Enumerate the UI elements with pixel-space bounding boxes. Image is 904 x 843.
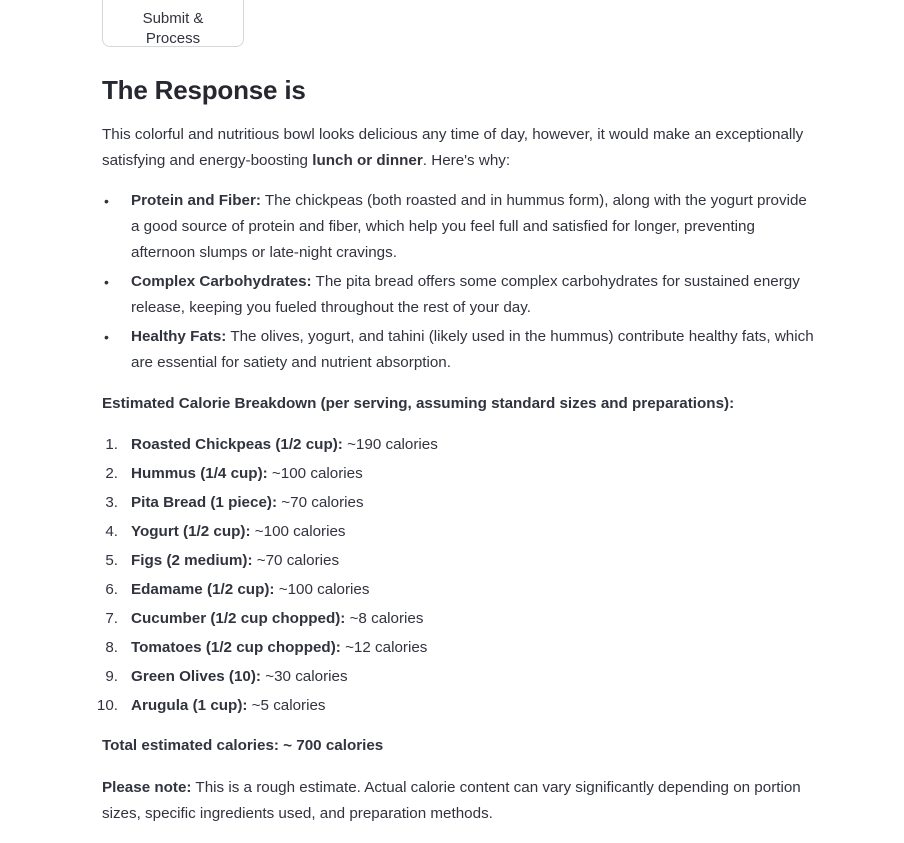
item-calories: ~8 calories <box>345 610 424 627</box>
note-paragraph <box>102 775 814 827</box>
breakdown-item <box>96 693 814 722</box>
breakdown-item <box>102 490 814 519</box>
item-calories: ~100 calories <box>250 523 346 540</box>
breakdown-item <box>102 606 814 635</box>
item-calories: ~70 calories <box>252 552 340 569</box>
bullet-icon: • <box>104 274 109 290</box>
item-name: Yogurt (1/2 cup): <box>131 523 251 540</box>
calorie-breakdown-list <box>96 432 814 722</box>
item-name: Figs (2 medium): <box>131 552 253 569</box>
item-number: 8. <box>105 639 118 656</box>
reason-item <box>102 324 814 376</box>
intro-bold: lunch or dinner <box>312 152 423 169</box>
item-number: 10. <box>96 697 118 714</box>
item-number: 4. <box>105 523 118 540</box>
reason-item <box>102 269 814 321</box>
item-number: 2. <box>105 465 118 482</box>
breakdown-item <box>102 577 814 606</box>
breakdown-heading: Estimated Calorie Breakdown (per serving, assuming standard sizes and preparations): <box>102 395 735 412</box>
bullet-icon: • <box>104 193 109 209</box>
item-calories: ~70 calories <box>277 494 364 511</box>
bullet-icon: • <box>104 329 109 345</box>
breakdown-item <box>102 664 814 693</box>
breakdown-item <box>102 461 814 490</box>
item-name: Arugula (1 cup): <box>131 697 248 714</box>
item-calories: ~5 calories <box>247 697 326 714</box>
intro-text-end: . Here's why: <box>422 152 511 169</box>
intro-text: This colorful and nutritious bowl looks delicious any time of day, however, it would make an exceptionally satisfying and energy-boosting <box>102 126 804 169</box>
item-number: 1. <box>105 436 118 453</box>
item-name: Edamame (1/2 cup): <box>131 581 275 598</box>
reason-text: The olives, yogurt, and tahini (likely used in the hummus) contribute healthy fats, which are essential for satiety and nutrient absorption. <box>131 328 814 371</box>
item-number: 3. <box>105 494 118 511</box>
total-calories-text: Total estimated calories: ~ 700 calories <box>102 737 384 754</box>
breakdown-item <box>102 432 814 461</box>
submit-process-button[interactable]: Submit & Process <box>102 0 244 47</box>
note-text: This is a rough estimate. Actual calorie content can vary significantly depending on portion sizes, specific ingredients used, and preparation methods. <box>102 779 801 822</box>
item-calories: ~12 calories <box>340 639 428 656</box>
item-name: Green Olives (10): <box>131 668 261 685</box>
reason-item <box>102 188 814 266</box>
reason-text: The pita bread offers some complex carbohydrates for sustained energy release, keeping you fueled throughout the rest of your day. <box>131 273 800 316</box>
item-number: 5. <box>105 552 118 569</box>
item-number: 6. <box>105 581 118 598</box>
item-name: Roasted Chickpeas (1/2 cup): <box>131 436 343 453</box>
item-name: Pita Bread (1 piece): <box>131 494 278 511</box>
item-number: 9. <box>105 668 118 685</box>
intro-paragraph <box>102 122 814 174</box>
reason-label: Complex Carbohydrates: <box>131 273 312 290</box>
item-name: Tomatoes (1/2 cup chopped): <box>131 639 341 656</box>
note-label: Please note: <box>102 779 192 796</box>
reason-text: The chickpeas (both roasted and in hummus form), along with the yogurt provide a good source of protein and fiber, which help you feel full and satisfied for longer, preventing afternoon slumps or late-night cravings. <box>131 192 807 261</box>
breakdown-item <box>102 635 814 664</box>
item-name: Cucumber (1/2 cup chopped): <box>131 610 346 627</box>
item-calories: ~30 calories <box>261 668 348 685</box>
item-calories: ~100 calories <box>274 581 370 598</box>
breakdown-item <box>102 548 814 577</box>
reason-label: Protein and Fiber: <box>131 192 261 209</box>
item-name: Hummus (1/4 cup): <box>131 465 268 482</box>
item-calories: ~190 calories <box>342 436 438 453</box>
reasons-list <box>102 188 814 379</box>
item-number: 7. <box>105 610 118 627</box>
total-calories <box>102 733 383 759</box>
item-calories: ~100 calories <box>267 465 363 482</box>
reason-label: Healthy Fats: <box>131 328 227 345</box>
breakdown-item <box>102 519 814 548</box>
response-title: The Response is <box>102 75 306 105</box>
